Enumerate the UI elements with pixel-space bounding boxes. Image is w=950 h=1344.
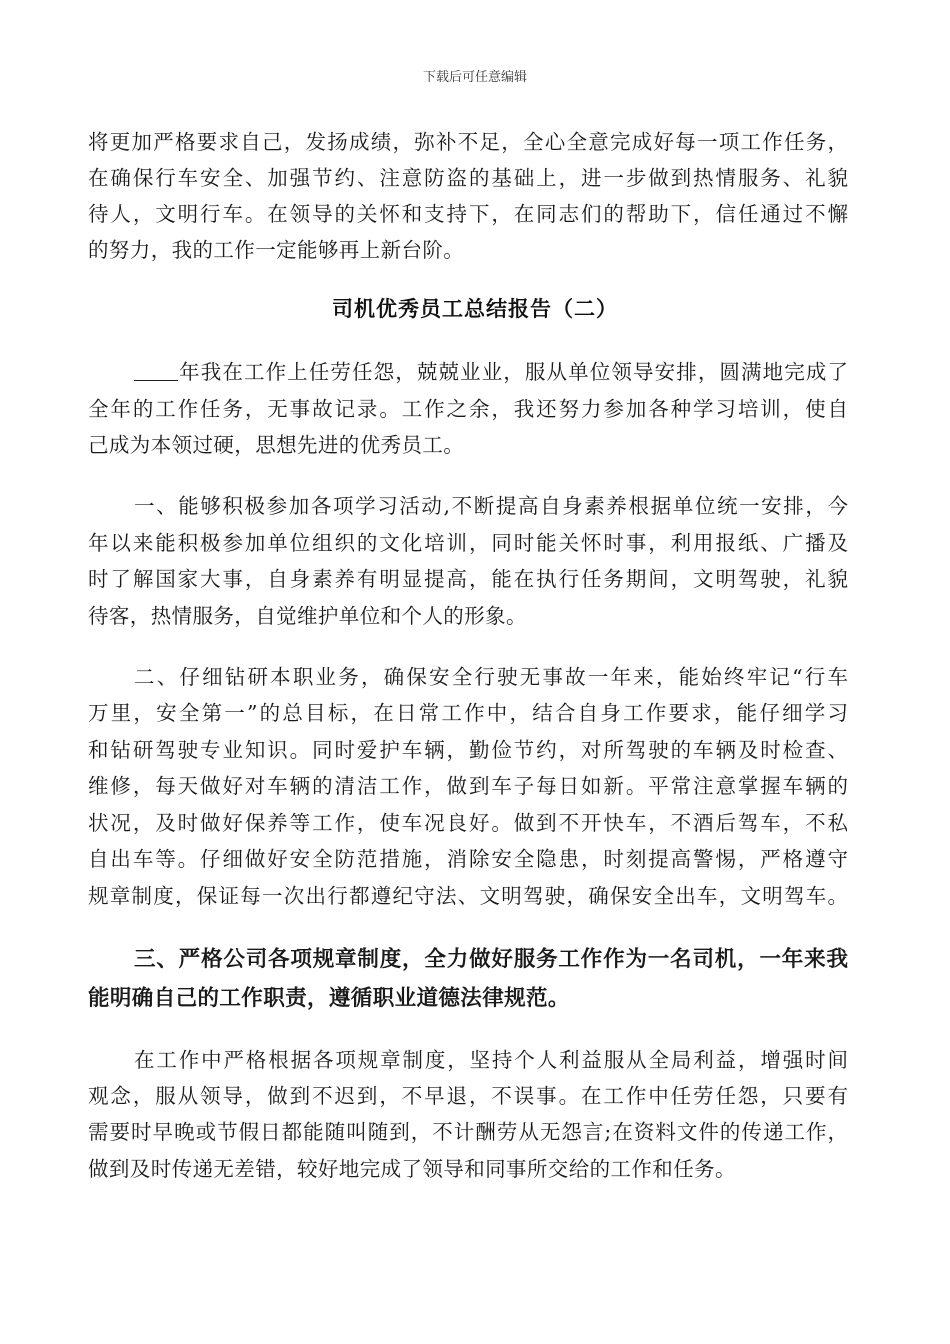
paragraph-3-line-1: 一、能够积极参加各项学习活动,不断提高自身素养根据单位统一安排，今 bbox=[134, 494, 848, 518]
paragraph-3-line-4: 待客，热情服务，自觉维护单位和个人的形象。 bbox=[88, 604, 527, 628]
paragraph-4-line-6: 自出车等。仔细做好安全防范措施，消除安全隐患，时刻提高警惕，严格遵守 bbox=[88, 847, 848, 871]
paragraph-4-line-3: 和钻研驾驶专业知识。同时爱护车辆，勤俭节约，对所驾驶的车辆及时检查、 bbox=[88, 738, 848, 762]
paragraph-6-line-4: 做到及时传递无差错，较好地完成了领导和同事所交给的工作和任务。 bbox=[88, 1157, 736, 1181]
paragraph-4-line-5: 状况，及时做好保养等工作，使车况良好。做到不开快车，不酒后驾车，不私 bbox=[88, 811, 848, 835]
paragraph-1-line-4: 的努力，我的工作一定能够再上新台阶。 bbox=[88, 238, 465, 262]
paragraph-3-line-3: 时了解国家大事，自身素养有明显提高，能在执行任务期间，文明驾驶，礼貌 bbox=[88, 567, 848, 591]
paragraph-4-line-4: 维修，每天做好对车辆的清洁工作，做到车子每日如新。平常注意掌握车辆的 bbox=[88, 774, 848, 798]
page-header: 下载后可任意编辑 bbox=[422, 70, 527, 85]
paragraph-6-line-1: 在工作中严格根据各项规章制度，坚持个人利益服从全局利益，增强时间 bbox=[134, 1048, 848, 1072]
paragraph-4-line-7: 规章制度，保证每一次出行都遵纪守法、文明驾驶，确保安全出车，文明驾车。 bbox=[88, 884, 848, 908]
paragraph-6-line-3: 需要时早晚或节假日都能随叫随到，不计酬劳从无怨言;在资料文件的传递工作， bbox=[88, 1120, 848, 1144]
paragraph-1-line-1: 将更加严格要求自己，发扬成绩，弥补不足，全心全意完成好每一项工作任务， bbox=[88, 130, 848, 154]
paragraph-1-line-3: 待人，文明行车。在领导的关怀和支持下，在同志们的帮助下，信任通过不懈 bbox=[88, 202, 848, 226]
paragraph-2-line-3: 己成为本领过硬，思想先进的优秀员工。 bbox=[88, 433, 465, 457]
paragraph-5-line-2: 能明确自己的工作职责，遵循职业道德法律规范。 bbox=[88, 986, 570, 1011]
paragraph-5-line-1: 三、严格公司各项规章制度，全力做好服务工作作为一名司机，一年来我 bbox=[134, 947, 848, 972]
paragraph-4-line-2: 万里，安全第一”的总目标，在日常工作中，结合自身工作要求，能仔细学习 bbox=[88, 701, 848, 725]
paragraph-4-line-1: 二、仔细钻研本职业务，确保安全行驶无事故一年来，能始终牢记“行车 bbox=[134, 665, 848, 689]
section-title: 司机优秀员工总结报告（二） bbox=[332, 296, 618, 321]
paragraph-1-line-2: 在确保行车安全、加强节约、注意防盗的基础上，进一步做到热情服务、礼貌 bbox=[88, 166, 848, 190]
paragraph-2-line-1: 年我在工作上任劳任怨，兢兢业业，服从单位领导安排，圆满地完成了 bbox=[134, 355, 848, 385]
year-blank bbox=[134, 362, 178, 381]
paragraph-3-line-2: 年以来能积极参加单位组织的文化培训，同时能关怀时事，利用报纸、广播及 bbox=[88, 531, 848, 555]
paragraph-6-line-2: 观念，服从领导，做到不迟到，不早退，不误事。在工作中任劳任怨，只要有 bbox=[88, 1084, 848, 1108]
paragraph-2-line-2: 全年的工作任务，无事故记录。工作之余，我还努力参加各种学习培训，使自 bbox=[88, 397, 848, 421]
